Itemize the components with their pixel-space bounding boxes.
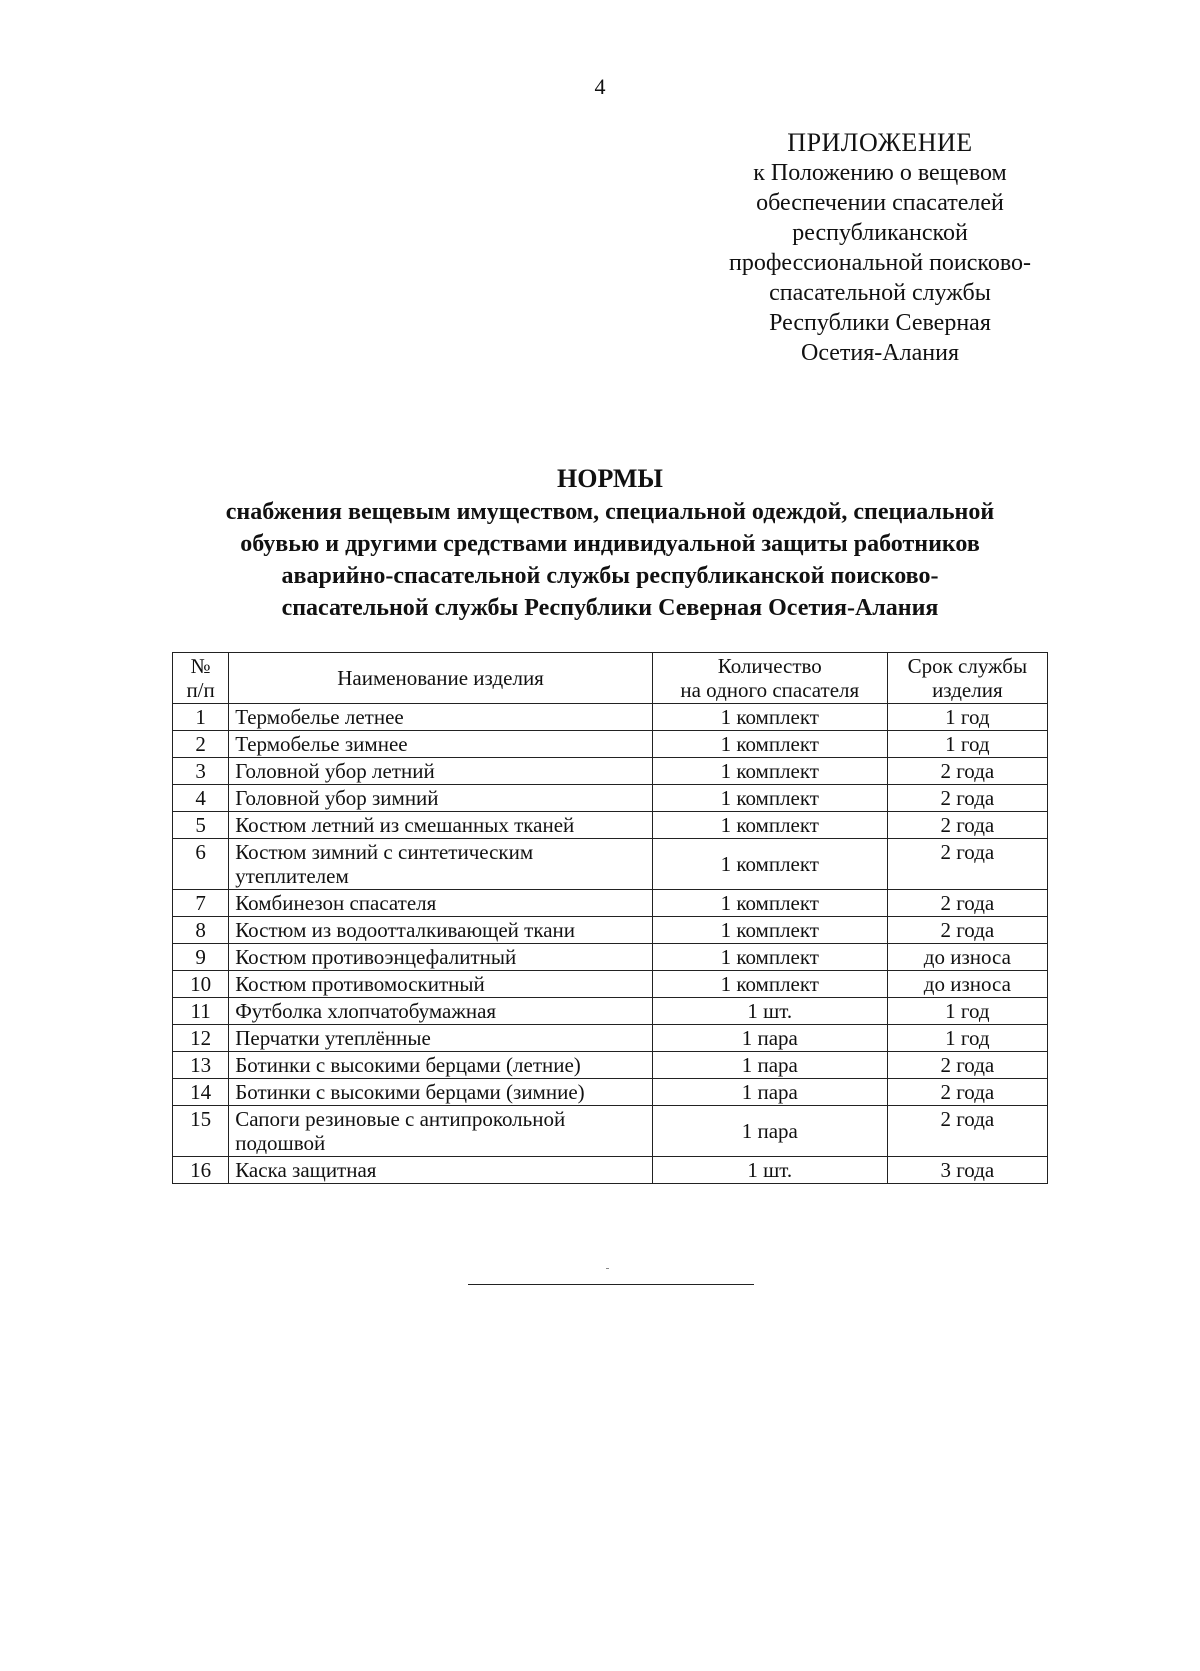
table-row	[173, 1157, 1048, 1184]
table-row	[173, 971, 1048, 998]
row-quantity: 1 пара	[652, 1106, 887, 1157]
row-item-name: Костюм противомоскитный	[229, 971, 653, 998]
row-service-term: 1 год	[887, 704, 1047, 731]
row-quantity: 1 шт.	[652, 998, 887, 1025]
row-item-name: Ботинки с высокими берцами (зимние)	[229, 1079, 653, 1106]
row-item-name: Костюм из водоотталкивающей ткани	[229, 917, 653, 944]
appendix-title: ПРИЛОЖЕНИЕ	[787, 128, 973, 157]
table-row	[173, 944, 1048, 971]
heading-line: аварийно-спасательной службы республиканской поисково-	[281, 563, 939, 589]
header-service-term-line-1: Срок службы	[907, 654, 1028, 678]
appendix-block	[690, 128, 1070, 368]
appendix-line: профессиональной поисково-	[728, 250, 1032, 276]
row-item-name: Головной убор летний	[229, 758, 653, 785]
heading-line: спасательной службы Республики Северная Осетия-Алания	[281, 595, 939, 621]
row-item-name: Ботинки с высокими берцами (летние)	[229, 1052, 653, 1079]
heading-line: снабжения вещевым имуществом, специальной одеждой, специальной	[225, 499, 995, 525]
appendix-line: республиканской	[792, 220, 968, 246]
row-item-name: Перчатки утеплённые	[229, 1025, 653, 1052]
table-row	[173, 731, 1048, 758]
row-number: 4	[173, 785, 229, 812]
row-number: 15	[173, 1106, 229, 1157]
row-number: 16	[173, 1157, 229, 1184]
appendix-line: Осетия-Алания	[801, 340, 959, 366]
row-service-term: 1 год	[887, 731, 1047, 758]
row-item-name: Термобелье зимнее	[229, 731, 653, 758]
row-number: 10	[173, 971, 229, 998]
row-number: 11	[173, 998, 229, 1025]
row-service-term: до износа	[887, 971, 1047, 998]
row-quantity: 1 комплект	[652, 971, 887, 998]
row-number: 5	[173, 812, 229, 839]
table-row	[173, 704, 1048, 731]
row-quantity: 1 пара	[652, 1079, 887, 1106]
table-row	[173, 812, 1048, 839]
header-number	[173, 653, 229, 704]
header-number-line-1: №	[190, 654, 211, 678]
heading-line: обувью и другими средствами индивидуальной защиты работников	[240, 531, 980, 557]
row-quantity: 1 пара	[652, 1025, 887, 1052]
row-service-term: 2 года	[887, 917, 1047, 944]
table-row	[173, 1106, 1048, 1157]
row-quantity: 1 комплект	[652, 917, 887, 944]
appendix-line: к Положению о вещевом	[753, 160, 1007, 186]
header-number-line-2: п/п	[186, 678, 215, 702]
header-service-term-line-2: изделия	[932, 678, 1003, 702]
row-quantity: 1 комплект	[652, 758, 887, 785]
row-number: 9	[173, 944, 229, 971]
document-heading	[160, 462, 1060, 624]
row-service-term: 2 года	[887, 890, 1047, 917]
row-number: 14	[173, 1079, 229, 1106]
row-service-term: 2 года	[887, 1079, 1047, 1106]
header-service-term	[887, 653, 1047, 704]
appendix-line: Республики Северная	[769, 310, 991, 336]
row-service-term: 3 года	[887, 1157, 1047, 1184]
header-quantity-line-2: на одного спасателя	[680, 678, 860, 702]
footer-divider	[468, 1284, 754, 1285]
norms-table	[172, 652, 1048, 1184]
row-item-name: Костюм противоэнцефалитный	[229, 944, 653, 971]
row-service-term: 2 года	[887, 1106, 1047, 1157]
row-service-term: 2 года	[887, 812, 1047, 839]
row-service-term: 2 года	[887, 839, 1047, 890]
table-row	[173, 1052, 1048, 1079]
row-number: 12	[173, 1025, 229, 1052]
table-row	[173, 839, 1048, 890]
table-row	[173, 785, 1048, 812]
row-service-term: 1 год	[887, 1025, 1047, 1052]
row-quantity: 1 комплект	[652, 785, 887, 812]
row-item-name: Сапоги резиновые с антипрокольной подошвой	[229, 1106, 653, 1157]
heading-title: НОРМЫ	[557, 464, 663, 493]
row-item-name: Футболка хлопчатобумажная	[229, 998, 653, 1025]
row-number: 3	[173, 758, 229, 785]
row-service-term: 1 год	[887, 998, 1047, 1025]
header-quantity	[652, 653, 887, 704]
row-number: 8	[173, 917, 229, 944]
row-quantity: 1 комплект	[652, 944, 887, 971]
table-row	[173, 998, 1048, 1025]
row-item-name: Термобелье летнее	[229, 704, 653, 731]
header-item-name-text: Наименование изделия	[337, 666, 544, 690]
row-quantity: 1 комплект	[652, 890, 887, 917]
table-row	[173, 917, 1048, 944]
row-number: 2	[173, 731, 229, 758]
row-number: 7	[173, 890, 229, 917]
page-number: 4	[594, 74, 606, 99]
table-header-row	[173, 653, 1048, 704]
row-quantity: 1 комплект	[652, 812, 887, 839]
table-row	[173, 890, 1048, 917]
row-service-term: 2 года	[887, 758, 1047, 785]
row-item-name: Костюм зимний с синтетическим утеплителем	[229, 839, 653, 890]
row-service-term: 2 года	[887, 785, 1047, 812]
row-service-term: 2 года	[887, 1052, 1047, 1079]
row-item-name: Комбинезон спасателя	[229, 890, 653, 917]
row-item-name: Костюм летний из смешанных тканей	[229, 812, 653, 839]
row-quantity: 1 комплект	[652, 731, 887, 758]
row-quantity: 1 шт.	[652, 1157, 887, 1184]
table-row	[173, 1025, 1048, 1052]
header-quantity-line-1: Количество	[717, 654, 822, 678]
row-service-term: до износа	[887, 944, 1047, 971]
header-item-name	[229, 653, 653, 704]
row-quantity: 1 пара	[652, 1052, 887, 1079]
row-item-name: Головной убор зимний	[229, 785, 653, 812]
row-number: 6	[173, 839, 229, 890]
row-number: 1	[173, 704, 229, 731]
appendix-line: спасательной службы	[769, 280, 991, 306]
row-number: 13	[173, 1052, 229, 1079]
appendix-line: обеспечении спасателей	[756, 190, 1004, 216]
table-row	[173, 758, 1048, 785]
row-quantity: 1 комплект	[652, 704, 887, 731]
row-quantity: 1 комплект	[652, 839, 887, 890]
row-item-name: Каска защитная	[229, 1157, 653, 1184]
scan-speck	[606, 1268, 609, 1269]
table-row	[173, 1079, 1048, 1106]
